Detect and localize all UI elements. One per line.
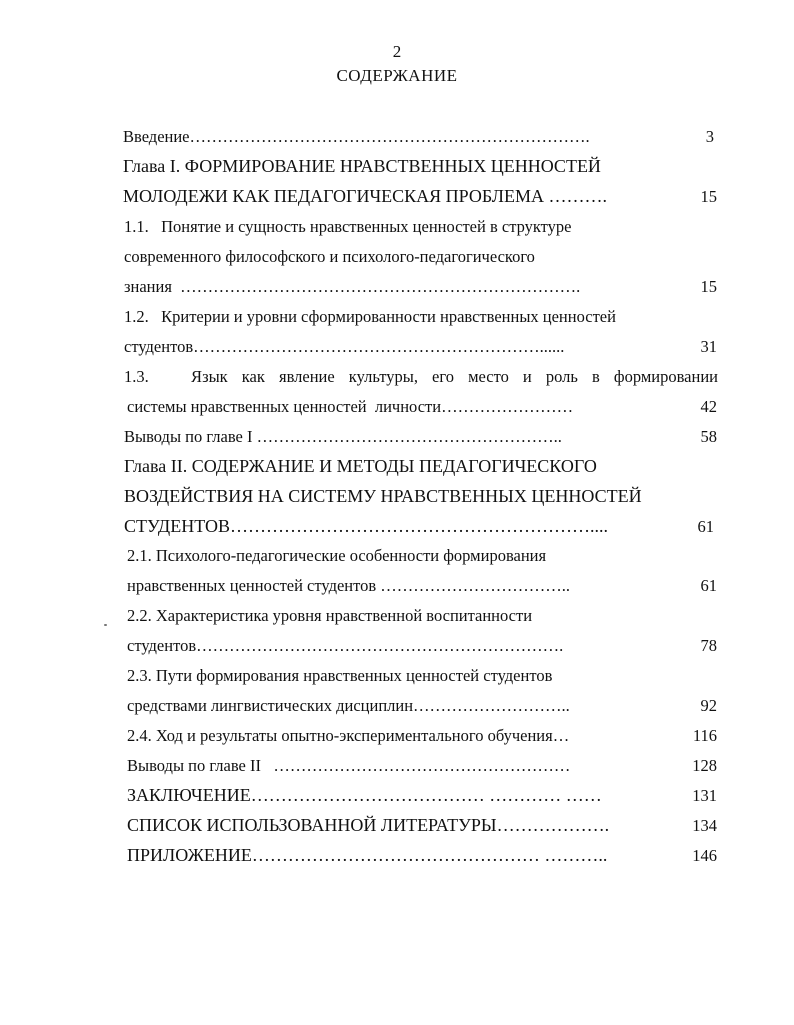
toc-section-2-3-line2: средствами лингвистических дисциплин……………………….. — [127, 696, 570, 715]
scan-speck — [104, 624, 107, 626]
toc-section-2-4: 2.4. Ход и результаты опытно-экспериментального обучения… — [127, 726, 570, 745]
toc-section-1-3-line2: системы нравственных ценностей личности…………………… — [127, 397, 574, 416]
page-number: 2 — [392, 42, 402, 61]
toc-section-1-1-line3: знания ………………………………………………………………. — [124, 277, 581, 296]
toc-section-1-1-page: 15 — [700, 277, 717, 296]
toc-appendix: ПРИЛОЖЕНИЕ………………………………………… ……….. — [127, 845, 608, 865]
toc-section-2-1-line2: нравственных ценностей студентов …………………………….. — [127, 576, 571, 595]
toc-conclusions-ch2-page: 128 — [692, 756, 717, 775]
toc-chapter1-page: 15 — [700, 187, 717, 206]
toc-chapter1-line2: МОЛОДЕЖИ КАК ПЕДАГОГИЧЕСКАЯ ПРОБЛЕМА ………. — [123, 186, 607, 206]
toc-section-2-1-line1: 2.1. Психолого-педагогические особенности формирования — [127, 546, 547, 565]
toc-section-1-3-page: 42 — [700, 397, 717, 416]
page-title: СОДЕРЖАНИЕ — [336, 66, 458, 85]
toc-bibliography: СПИСОК ИСПОЛЬЗОВАННОЙ ЛИТЕРАТУРЫ………………. — [127, 815, 610, 835]
toc-chapter2-page: 61 — [697, 517, 714, 536]
toc-conclusion-page: 131 — [692, 786, 717, 805]
toc-section-2-4-page: 116 — [692, 726, 717, 745]
toc-section-2-2-line2: студентов…………………………………………………………. — [127, 636, 564, 655]
toc-conclusions-ch2: Выводы по главе II ……………………………………………… — [127, 756, 571, 775]
toc-section-2-3-line1: 2.3. Пути формирования нравственных ценностей студентов — [127, 666, 553, 685]
toc-chapter2-line1: Глава II. СОДЕРЖАНИЕ И МЕТОДЫ ПЕДАГОГИЧЕСКОГО — [124, 456, 597, 476]
toc-section-2-2-line1: 2.2. Характеристика уровня нравственной воспитанности — [127, 606, 533, 625]
toc-section-1-3-line1: 1.3. Язык как явление культуры, его место и роль в формировании — [124, 367, 718, 386]
toc-conclusions-ch1: Выводы по главе I ……………………………………………….. — [124, 427, 562, 446]
toc-appendix-page: 146 — [692, 846, 717, 865]
toc-section-2-3-page: 92 — [700, 696, 717, 715]
toc-section-1-1-line1: 1.1. Понятие и сущность нравственных ценностей в структуре — [124, 217, 572, 236]
toc-chapter2-line3: СТУДЕНТОВ…………………………………………………….... — [124, 516, 608, 536]
toc-conclusion: ЗАКЛЮЧЕНИЕ………………………………… ………… …… — [127, 785, 602, 805]
toc-section-1-2-page: 31 — [700, 337, 717, 356]
toc-intro-text: Введение………………………………………………………………. — [123, 127, 590, 146]
toc-section-1-1-line2: современного философского и психолого-педагогического — [124, 247, 535, 266]
toc-bibliography-page: 134 — [692, 816, 717, 835]
toc-section-2-1-page: 61 — [700, 576, 717, 595]
toc-intro-page: 3 — [705, 127, 714, 146]
toc-section-1-2-line2: студентов………………………………………………………...... — [124, 337, 565, 356]
toc-chapter2-line2: ВОЗДЕЙСТВИЯ НА СИСТЕМУ НРАВСТВЕННЫХ ЦЕННОСТЕЙ — [124, 486, 642, 506]
toc-conclusions-ch1-page: 58 — [700, 427, 717, 446]
toc-section-1-2-line1: 1.2. Критерии и уровни сформированности нравственных ценностей — [124, 307, 616, 326]
toc-chapter1-line1: Глава I. ФОРМИРОВАНИЕ НРАВСТВЕННЫХ ЦЕННОСТЕЙ — [123, 156, 601, 176]
toc-section-2-2-page: 78 — [700, 636, 717, 655]
